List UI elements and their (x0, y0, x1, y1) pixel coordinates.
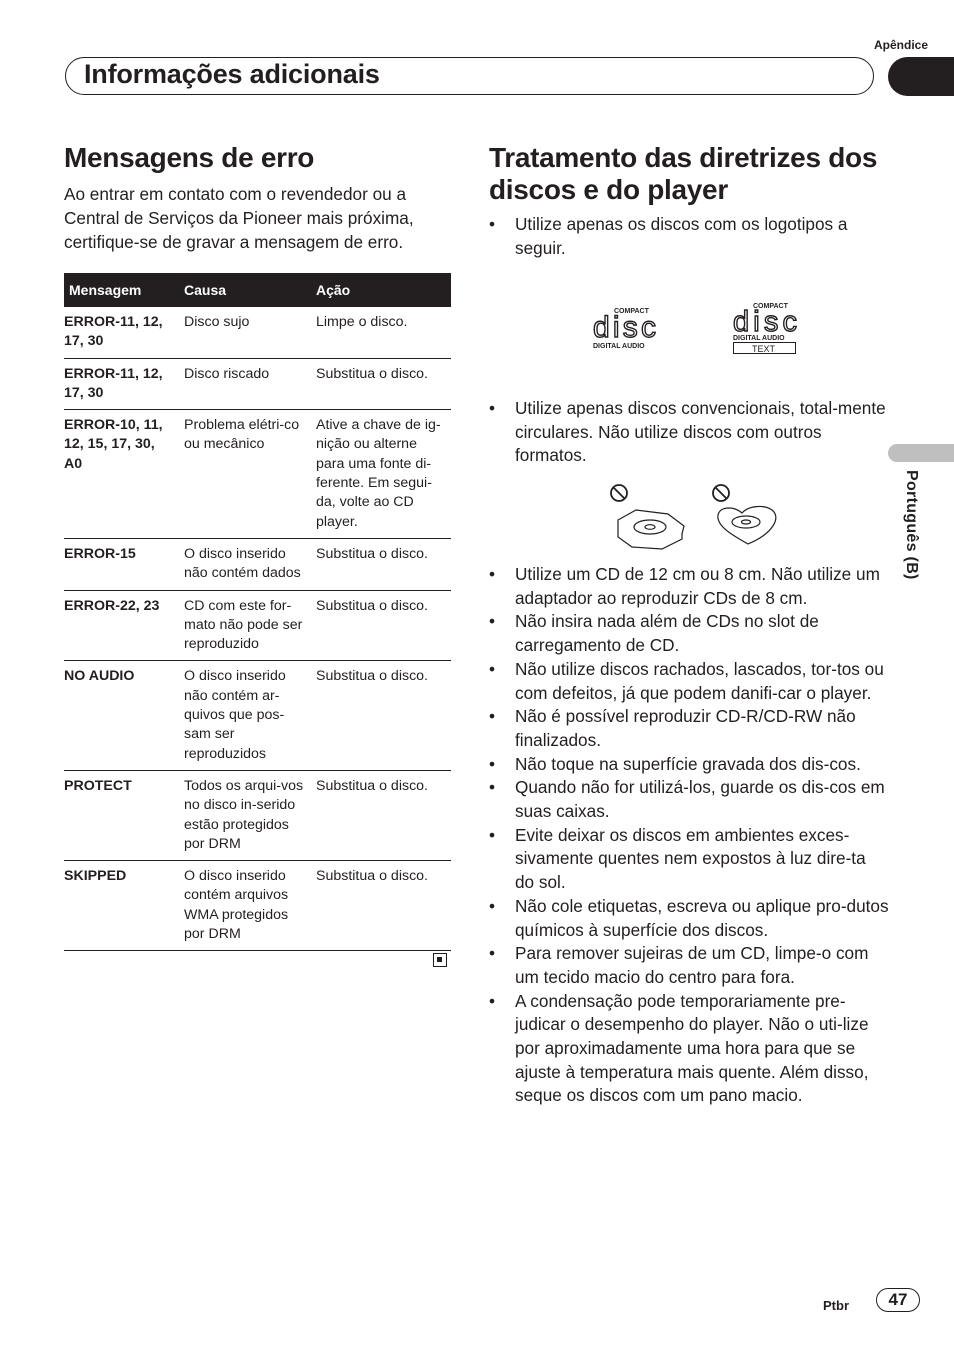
table-row (64, 770, 451, 860)
logo-text-extra: TEXT (752, 344, 776, 354)
list-item: • Não é possível reproduzir CD-R/CD-RW não finalizados. (489, 705, 889, 752)
logo-text-bottom: DIGITAL AUDIO (593, 343, 645, 350)
table-row (64, 358, 451, 410)
error-message: NO AUDIO (64, 661, 180, 770)
error-message: ERROR-10, 11, 12, 15, 17, 30, A0 (64, 410, 180, 539)
error-cause: O disco inserido não contém ar-quivos que pos-sam ser reproduzidos (180, 661, 312, 770)
error-action: Substitua o disco. (312, 358, 451, 410)
column-header-message: Mensagem (64, 273, 180, 307)
error-cause: Disco sujo (180, 307, 312, 358)
logo-bullet-list (489, 213, 889, 260)
error-cause: O disco inserido contém arquivos WMA protegidos por DRM (180, 861, 312, 951)
table-row (64, 861, 451, 951)
error-action: Ative a chave de ig-nição ou alterne para uma fonte di-ferente. Em segui-da, volte ao CD player. (312, 410, 451, 539)
language-label: Português (B) (903, 470, 920, 580)
compact-disc-digital-audio-logo (592, 304, 658, 350)
error-table (64, 273, 451, 951)
list-item: • Não insira nada além de CDs no slot de carregamento de CD. (489, 610, 889, 657)
list-item: • Evite deixar os discos em ambientes exces-sivamente quentes nem expostos à luz dire-ta do sol. (489, 824, 889, 895)
error-action: Substitua o disco. (312, 538, 451, 590)
list-item: • Utilize apenas os discos com os logotipos a seguir. (489, 213, 889, 260)
logo-text-main: disc (733, 306, 797, 338)
table-row (64, 661, 451, 770)
error-action: Substitua o disco. (312, 770, 451, 860)
error-action: Substitua o disco. (312, 661, 451, 770)
error-message: ERROR-22, 23 (64, 590, 180, 661)
table-row (64, 590, 451, 661)
list-item: • Para remover sujeiras de um CD, limpe-o com um tecido macio do centro para fora. (489, 942, 889, 989)
error-message: ERROR-11, 12, 17, 30 (64, 307, 180, 358)
logo-text-top: COMPACT (614, 308, 649, 315)
column-header-cause: Causa (180, 273, 312, 307)
error-cause: Problema elétri-co ou mecânico (180, 410, 312, 539)
error-cause: CD com este for-mato não pode ser reproduzido (180, 590, 312, 661)
list-item: • A condensação pode temporariamente pre-judicar o desempenho do player. Não o uti-lize por aproximadamente uma hora para que se ajuste à temperatura mais quente. Além disso, seque os discos com um pano macio. (489, 990, 889, 1109)
logo-text-top: COMPACT (753, 303, 788, 310)
error-message: SKIPPED (64, 861, 180, 951)
error-message: ERROR-15 (64, 538, 180, 590)
list-item: • Quando não for utilizá-los, guarde os dis-cos em suas caixas. (489, 776, 889, 823)
error-messages-heading: Mensagens de erro (64, 142, 315, 173)
table-row (64, 307, 451, 358)
list-item: • Não utilize discos rachados, lascados, tor-tos ou com defeitos, já que podem danifi-car o player. (489, 658, 889, 705)
column-header-action: Ação (312, 273, 451, 307)
list-item: • Não cole etiquetas, escreva ou aplique pro-dutos químicos à superfície dos discos. (489, 895, 889, 942)
list-item: • Não toque na superfície gravada dos dis-cos. (489, 753, 889, 777)
error-action: Limpe o disco. (312, 307, 451, 358)
disc-shape-bullet-list (489, 397, 889, 468)
end-of-section-icon (433, 953, 447, 967)
list-item: • Utilize apenas discos convencionais, total-mente circulares. Não utilize discos com outros formatos. (489, 397, 889, 468)
table-header-row (64, 273, 451, 307)
logo-text-bottom: DIGITAL AUDIO (733, 335, 785, 342)
language-tab (888, 444, 954, 462)
error-message: PROTECT (64, 770, 180, 860)
prohibited-icon (713, 485, 729, 501)
error-cause: Todos os arqui-vos no disco in-serido estão protegidos por DRM (180, 770, 312, 860)
error-cause: O disco inserido não contém dados (180, 538, 312, 590)
error-intro-text: Ao entrar em contato com o revendedor ou a Central de Serviços da Pioneer mais próxima, certifique-se de gravar a mensagem de erro. (64, 184, 414, 252)
prohibited-icon (611, 485, 627, 501)
table-row (64, 410, 451, 539)
handling-bullet-list (489, 563, 889, 1108)
irregular-discs-illustration (596, 482, 796, 552)
octagonal-disc-icon (618, 510, 684, 549)
heart-disc-icon (718, 506, 776, 544)
disc-handling-heading: Tratamento das diretrizes dos discos e do player (489, 142, 878, 205)
list-item: • Utilize um CD de 12 cm ou 8 cm. Não utilize um adaptador ao reproduzir CDs de 8 cm. (489, 563, 889, 610)
chapter-tab (888, 57, 954, 96)
compact-disc-text-logo (732, 300, 800, 356)
section-title: Informações adicionais (84, 59, 380, 89)
error-message: ERROR-11, 12, 17, 30 (64, 358, 180, 410)
page-number: 47 (876, 1288, 920, 1312)
table-row (64, 538, 451, 590)
appendix-label: Apêndice (873, 38, 928, 52)
error-action: Substitua o disco. (312, 861, 451, 951)
language-code: Ptbr (823, 1298, 849, 1313)
error-action: Substitua o disco. (312, 590, 451, 661)
logo-text-main: disc (593, 311, 656, 344)
error-cause: Disco riscado (180, 358, 312, 410)
